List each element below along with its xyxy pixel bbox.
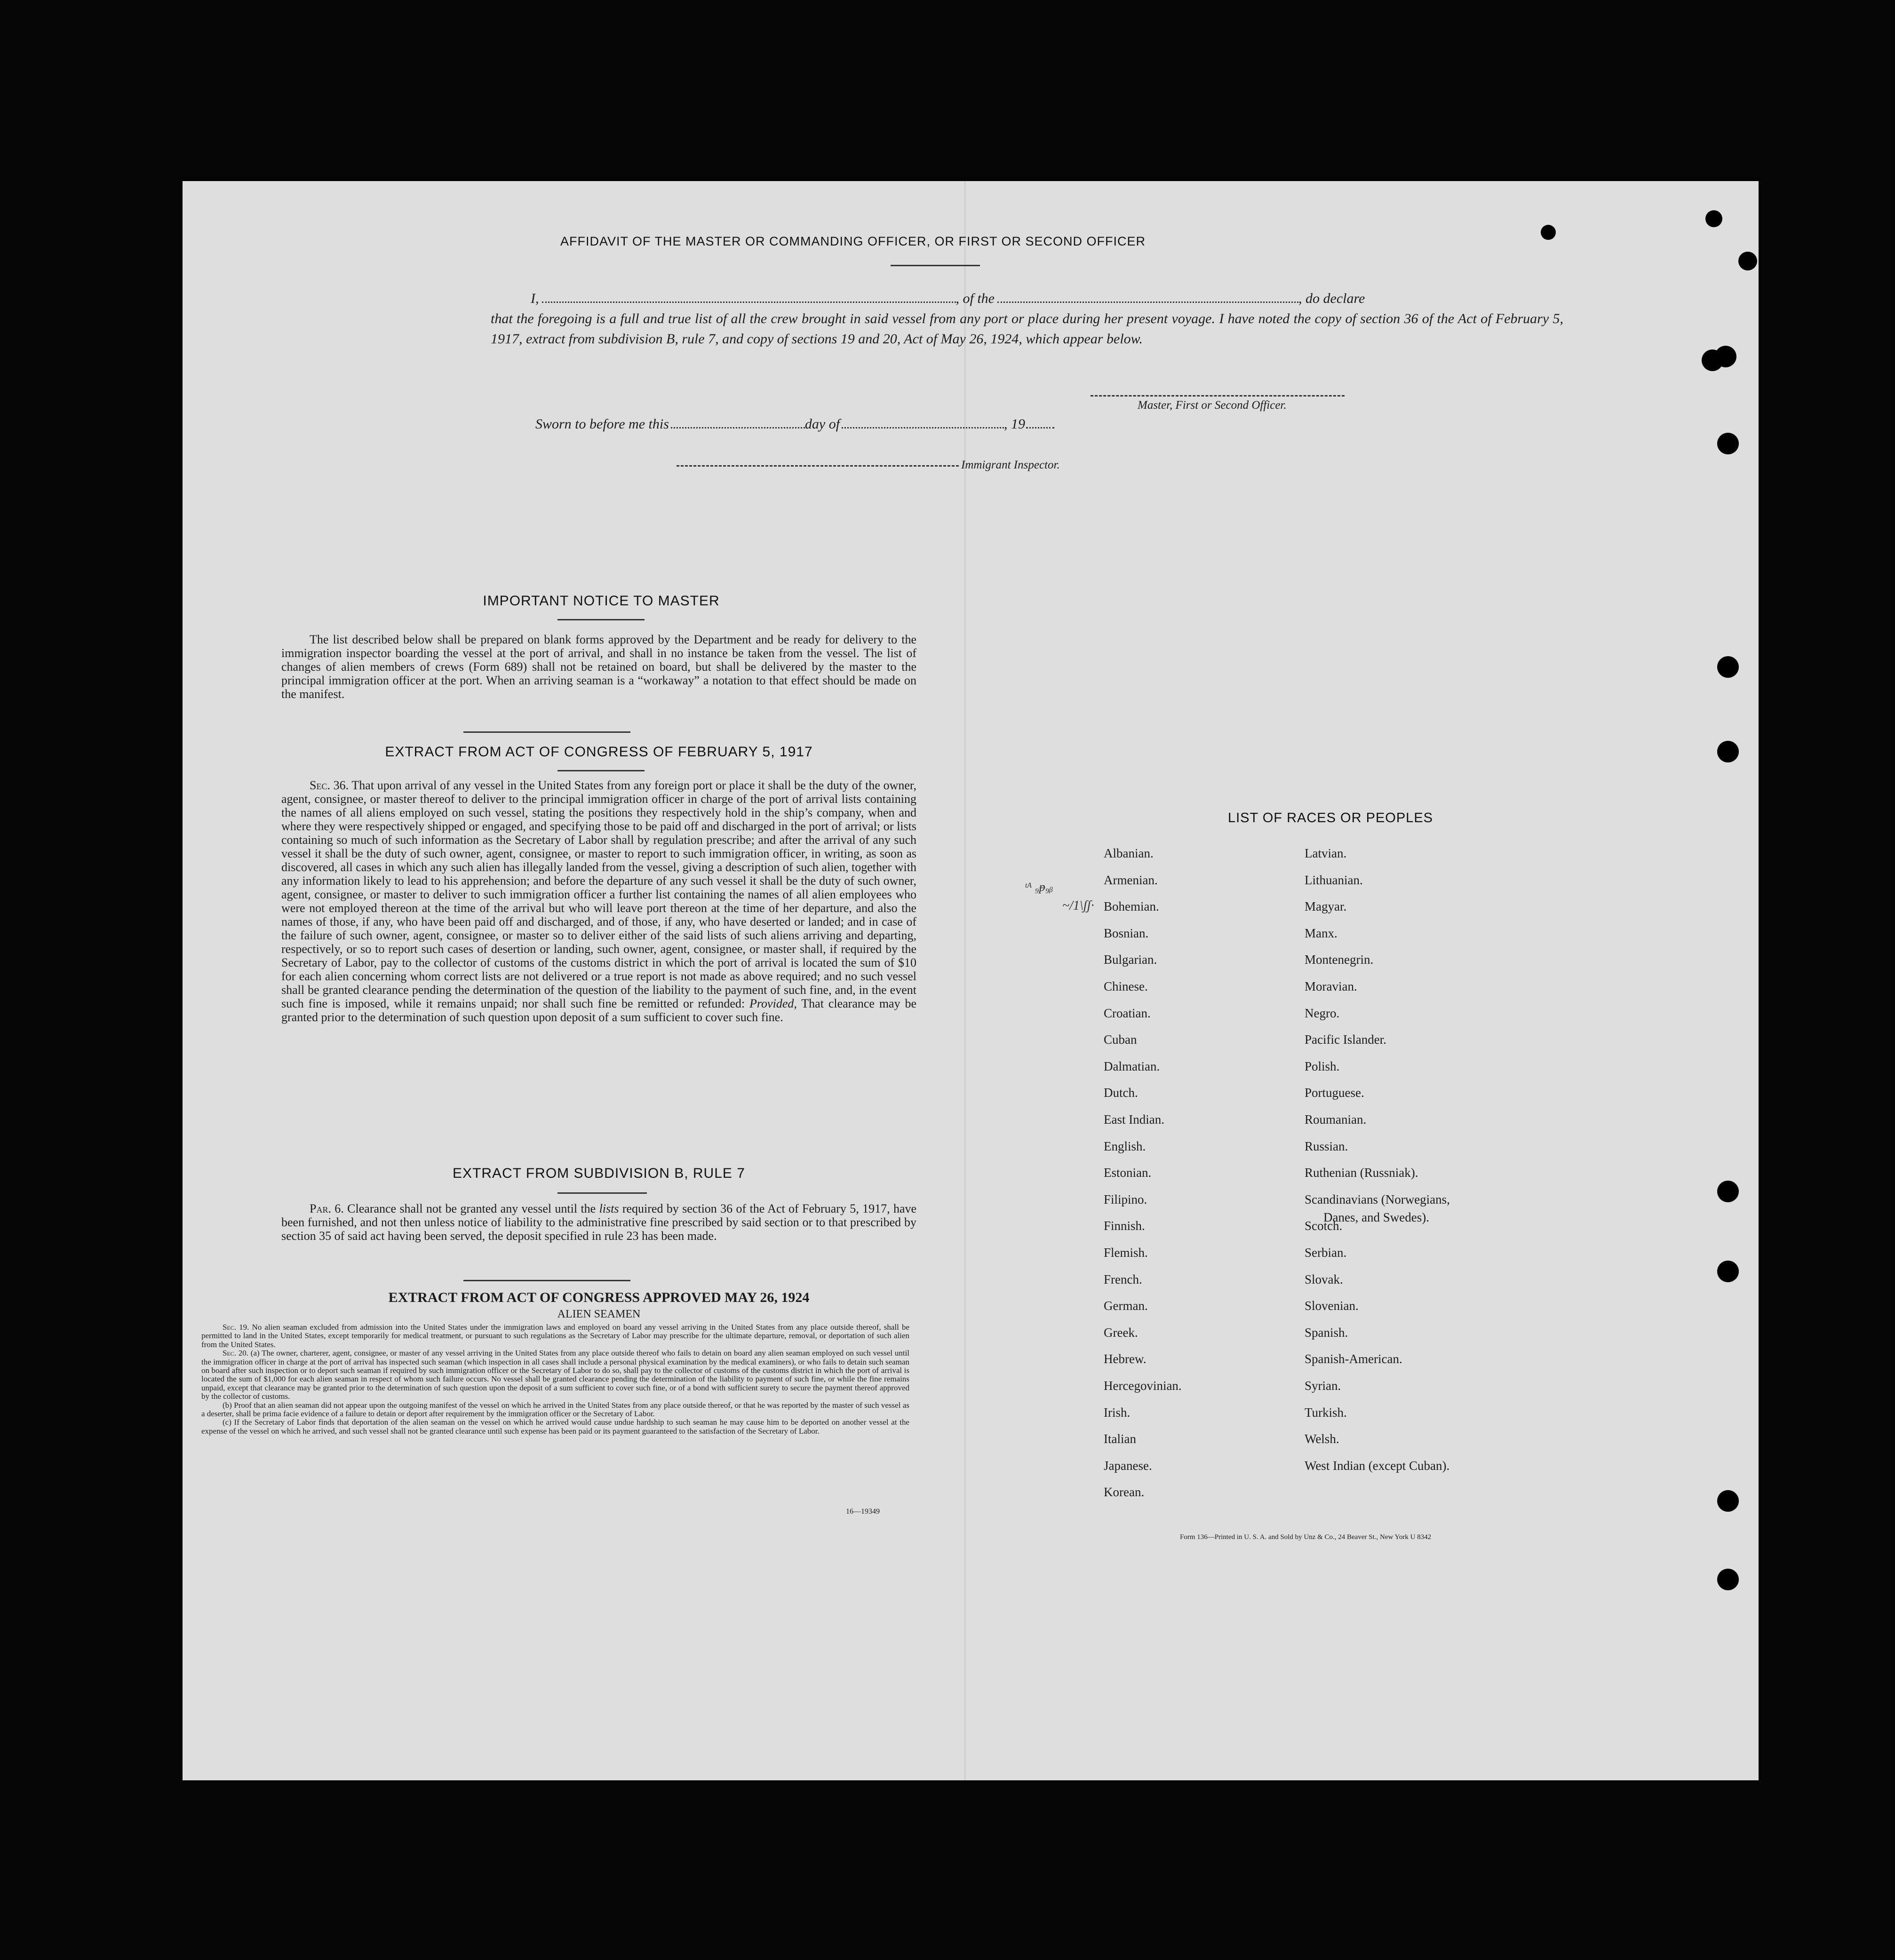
sec36-proviso: That clearance may be granted prior to the determination of such question upon deposit of a sum sufficient to cover such fine.: [281, 997, 917, 1024]
notice-bottom-rule: [463, 731, 630, 733]
race-item: Dalmatian.: [1104, 1059, 1160, 1073]
race-item: English.: [1104, 1139, 1146, 1153]
notice-body: The list described below shall be prepared on blank forms approved by the Department and be ready for delivery to the immigration inspector boarding the vessel at the port of arrival, and shall in no instance be taken from the vessel. The list of changes of alien members of crews (Form 689) shall not be retained on board, but shall be delivered by the master to the principal immigration officer at the port. When an arriving seaman is a “workaway” a notation to that effect should be made on the manifest.: [281, 633, 916, 701]
race-item: Roumanian.: [1305, 1112, 1367, 1127]
act1917-title: EXTRACT FROM ACT OF CONGRESS OF FEBRUARY 5, 1917: [385, 744, 813, 760]
race-item: Slovak.: [1305, 1272, 1343, 1286]
sec20a-body: (a) The owner, charterer, agent, consignee, or master of any vessel arriving in the United States from any place outside thereof who fails to detain on board any alien seaman employed on such vessel until the immigration officer in charge at the port of arrival has inspected such seaman (which inspection in all cases shall include a personal physical examination by the medical examiners), or who fails to detain such seaman on board after such inspection or to deport such seaman if required by such immigration officer or the Secretary of Labor to do so, shall pay to the collector of customs of the customs district in which the port of arrival is located the sum of $1,000 for each alien seaman in respect of whom such failure occurs. No vessel shall be granted clearance pending the determination of the liability to payment of such fine, or while the fine remains unpaid, except that clearance may be granted prior to the determination of such question upon the deposit of a sum sufficient to cover such fine, or of a bond with sufficient surety to secure the payment thereof approved by the collector of customs.: [201, 1349, 910, 1401]
document-sheet: [183, 181, 1759, 1780]
race-item: Japanese.: [1104, 1458, 1152, 1473]
race-item: Filipino.: [1104, 1192, 1147, 1206]
inspector-signature-line[interactable]: [677, 465, 959, 467]
punch-hole: [1715, 346, 1736, 367]
sec20b-paragraph: (b) Proof that an alien seaman did not appear upon the outgoing manifest of the vessel on which he arrived in the United States from any place outside thereof, or that he was reported by the master of such vessel as a deserter, shall be prima facie evidence of a failure to detain or deport after requirement by the immigration officer or the Secretary of Labor.: [201, 1400, 909, 1419]
race-item: Bosnian.: [1104, 926, 1149, 940]
race-item: Latvian.: [1305, 846, 1347, 860]
race-item: Bohemian.: [1104, 899, 1159, 914]
punch-hole: [1738, 252, 1757, 270]
sworn-day-of: day of: [804, 416, 840, 432]
race-item: Turkish.: [1305, 1405, 1347, 1420]
notice-rule: [557, 619, 645, 620]
act1917-section36: [281, 778, 916, 1024]
race-item: Danes, and Swedes).: [1323, 1210, 1429, 1224]
race-item: Negro.: [1305, 1006, 1340, 1020]
race-item: Albanian.: [1104, 846, 1154, 860]
rule7-title: EXTRACT FROM SUBDIVISION B, RULE 7: [453, 1166, 745, 1181]
master-label: Master, First or Second Officer.: [1138, 399, 1287, 412]
punch-hole: [1717, 1569, 1739, 1590]
par6-body-b: required by section 36 of the Act of February 5, 1917, have been furnished, and not then unless notice of liability to the administrative fine prescribed by said section or to that prescribed by section 35 of said act having been served, the deposit specified in rule 23 has been made.: [281, 1202, 917, 1243]
affidavit-declaration: [491, 288, 1563, 349]
race-item: Italian: [1104, 1432, 1136, 1446]
race-item: East Indian.: [1104, 1112, 1164, 1127]
race-item: Welsh.: [1305, 1432, 1339, 1446]
inspector-label: Immigrant Inspector.: [961, 459, 1060, 471]
race-item: Polish.: [1305, 1059, 1340, 1073]
act1924-title: EXTRACT FROM ACT OF CONGRESS APPROVED MAY 26, 1924: [388, 1290, 810, 1305]
sec36-label: Sec. 36.: [310, 778, 349, 792]
race-item: Lithuanian.: [1305, 873, 1363, 887]
race-item: Pacific Islander.: [1305, 1032, 1386, 1047]
race-item: Serbian.: [1305, 1246, 1347, 1260]
race-item: Portuguese.: [1305, 1086, 1364, 1100]
race-item: Spanish-American.: [1305, 1352, 1402, 1366]
sec20a-paragraph: [201, 1349, 909, 1401]
race-item: Croatian.: [1104, 1006, 1151, 1020]
print-code: 16—19349: [846, 1508, 880, 1516]
sec36-proviso-label: Provided,: [749, 997, 797, 1010]
declare-of-the: , of the: [955, 291, 995, 306]
act1924-subtitle: ALIEN SEAMEN: [557, 1308, 641, 1320]
handwritten-mark: ᵗᴬ ₉ᵽ₉ᵦ: [1025, 880, 1053, 894]
race-item: Slovenian.: [1305, 1299, 1359, 1313]
race-item: Armenian.: [1104, 873, 1158, 887]
races-right-column: [1305, 846, 1568, 1514]
race-item: Syrian.: [1305, 1379, 1341, 1393]
race-item: French.: [1104, 1272, 1142, 1286]
affidavit-body: that the foregoing is a full and true list of all the crew brought in said vessel from any port or place during her present voyage. I have noted the copy of section 36 of the Act of February 5, 1917, extract from subdivision B, rule 7, and copy of sections 19 and 20, Act of May 26, 1924, which appear below.: [491, 311, 1563, 347]
races-title: LIST OF RACES OR PEOPLES: [1227, 810, 1433, 825]
sec19-body: No alien seaman excluded from admission into the United States under the immigration laws and employed on board any vessel arriving in the United States from any place outside thereof, shall be permitted to land in the United States, except temporarily for medical treatment, or pursuant to such regulations as the Secretary of Labor may prescribe for the ultimate departure, removal, or deportation of such alien from the United States.: [201, 1323, 910, 1349]
race-item: Finnish.: [1104, 1219, 1145, 1233]
race-item: Magyar.: [1305, 899, 1347, 914]
race-item: West Indian (except Cuban).: [1305, 1458, 1450, 1473]
race-item: Moravian.: [1305, 979, 1357, 993]
race-item: German.: [1104, 1299, 1148, 1313]
race-item: Irish.: [1104, 1405, 1131, 1420]
sec20c-paragraph: (c) If the Secretary of Labor finds that deportation of the alien seaman on the vessel on which he arrived would cause undue hardship to such seaman he may cause him to be deported on another vessel at the expense of the vessel on which he arrived, and such vessel shall not be granted clearance until such expense has been paid or its payment guaranteed to the satisfaction of the Secretary of Labor.: [201, 1418, 909, 1436]
name-blank[interactable]: [542, 302, 956, 303]
race-item: Chinese.: [1104, 979, 1148, 993]
race-item: Dutch.: [1104, 1086, 1138, 1100]
rule7-bottom-rule: [463, 1280, 630, 1281]
race-item: Russian.: [1305, 1139, 1348, 1153]
title-rule: [891, 265, 980, 266]
declare-do: , do declare: [1298, 291, 1365, 306]
race-item: Hercegovinian.: [1104, 1379, 1182, 1393]
punch-hole: [1541, 225, 1556, 240]
act1917-rule: [557, 770, 645, 771]
sworn-day-blank[interactable]: [671, 427, 805, 429]
par6-lists: lists: [599, 1202, 619, 1215]
race-item: Scotch.: [1305, 1219, 1343, 1233]
race-item: Flemish.: [1104, 1246, 1148, 1260]
affidavit-title: AFFIDAVIT OF THE MASTER OR COMMANDING OFFICER, OR FIRST OR SECOND OFFICER: [560, 234, 1146, 248]
race-item: Bulgarian.: [1104, 952, 1157, 967]
sec20-label: Sec. 20.: [223, 1349, 249, 1358]
declare-i: I,: [531, 291, 539, 306]
form-footer: Form 136—Printed in U. S. A. and Sold by Unz & Co., 24 Beaver St., New York U 8342: [1180, 1533, 1432, 1541]
race-item: Korean.: [1104, 1485, 1145, 1500]
race-item: Greek.: [1104, 1325, 1138, 1340]
race-item: Cuban: [1104, 1032, 1137, 1047]
handwritten-mark: ~/1\ʃʃ·: [1062, 898, 1094, 913]
sworn-label: Sworn to before me this: [535, 416, 669, 432]
race-item: Scandinavians (Norwegians,: [1305, 1192, 1450, 1206]
act1924-text: [201, 1323, 909, 1436]
master-signature-line[interactable]: [1091, 395, 1345, 397]
notice-title: IMPORTANT NOTICE TO MASTER: [483, 593, 720, 609]
par6-label: Par. 6.: [310, 1202, 344, 1215]
punch-hole: [1705, 210, 1722, 227]
race-item: Manx.: [1305, 926, 1338, 940]
sworn-year-blank[interactable]: [1026, 427, 1054, 429]
rule7-paragraph: [281, 1202, 916, 1243]
punch-hole: [1717, 1261, 1739, 1282]
sec19-label: Sec. 19.: [223, 1323, 249, 1332]
sec19-paragraph: [201, 1323, 909, 1349]
punch-hole: [1717, 656, 1739, 678]
punch-hole: [1717, 1490, 1739, 1512]
punch-hole: [1717, 741, 1739, 762]
par6-body-a: Clearance shall not be granted any vessel until the: [347, 1202, 596, 1215]
punch-hole: [1717, 433, 1739, 454]
sec36-body: That upon arrival of any vessel in the United States from any foreign port or place it shall be the duty of the owner, agent, consignee, or master thereof to deliver to the principal immigration officer in charge of the port of arrival lists containing the names of all aliens employed on such vessel, stating the positions they respectively hold in the ship’s company, when and where they were respectively shipped or engaged, and specifying those to be paid off and discharged in the port of arrival; or lists containing so much of such information as the Secretary of Labor shall by regulation prescribe; and after the arrival of any such vessel it shall be the duty of such owner, agent, consignee, or master to report to such immigration officer, in writing, as soon as discovered, all cases in which any such alien has illegally landed from the vessel, giving a description of such alien, together with any information likely to lead to his apprehension; and before the departure of any such vessel it shall be the duty of such owner, agent, consignee, or master to deliver to such immigration officer a further list containing the names of all alien employees who were not employed thereon at the time of the arrival but who will leave port thereon at the time of her departure, and also the names of those, if any, who have been paid off and discharged, and of those, if any, who have deserted or landed; and in case of the failure of such owner, agent, consignee, or master so to deliver either of the said lists of such aliens arriving and departing, respectively, or so to report such cases of desertion or landing, such owner, agent, consignee, or master shall, if required by the Secretary of Labor, pay to the collector of customs of the customs district in which the port of arrival is located the sum of $10 for each alien concerning whom correct lists are not delivered or a true report is not made as above required; and no such vessel shall be granted clearance pending the determination of the question of the liability to the payment of such fine, and, in the event such fine is imposed, while it remains unpaid; nor shall such fine be remitted or refunded:: [281, 778, 916, 1010]
sworn-line: [535, 416, 1054, 432]
race-item: Hebrew.: [1104, 1352, 1147, 1366]
vessel-blank[interactable]: [997, 302, 1298, 303]
race-item: Spanish.: [1305, 1325, 1348, 1340]
punch-hole: [1717, 1181, 1739, 1202]
race-item: Estonian.: [1104, 1166, 1152, 1180]
rule7-rule: [557, 1192, 647, 1194]
race-item: Ruthenian (Russniak).: [1305, 1166, 1418, 1180]
sworn-year: , 19: [1004, 416, 1026, 432]
sworn-month-blank[interactable]: [842, 427, 1004, 429]
race-item: Montenegrin.: [1305, 952, 1374, 967]
